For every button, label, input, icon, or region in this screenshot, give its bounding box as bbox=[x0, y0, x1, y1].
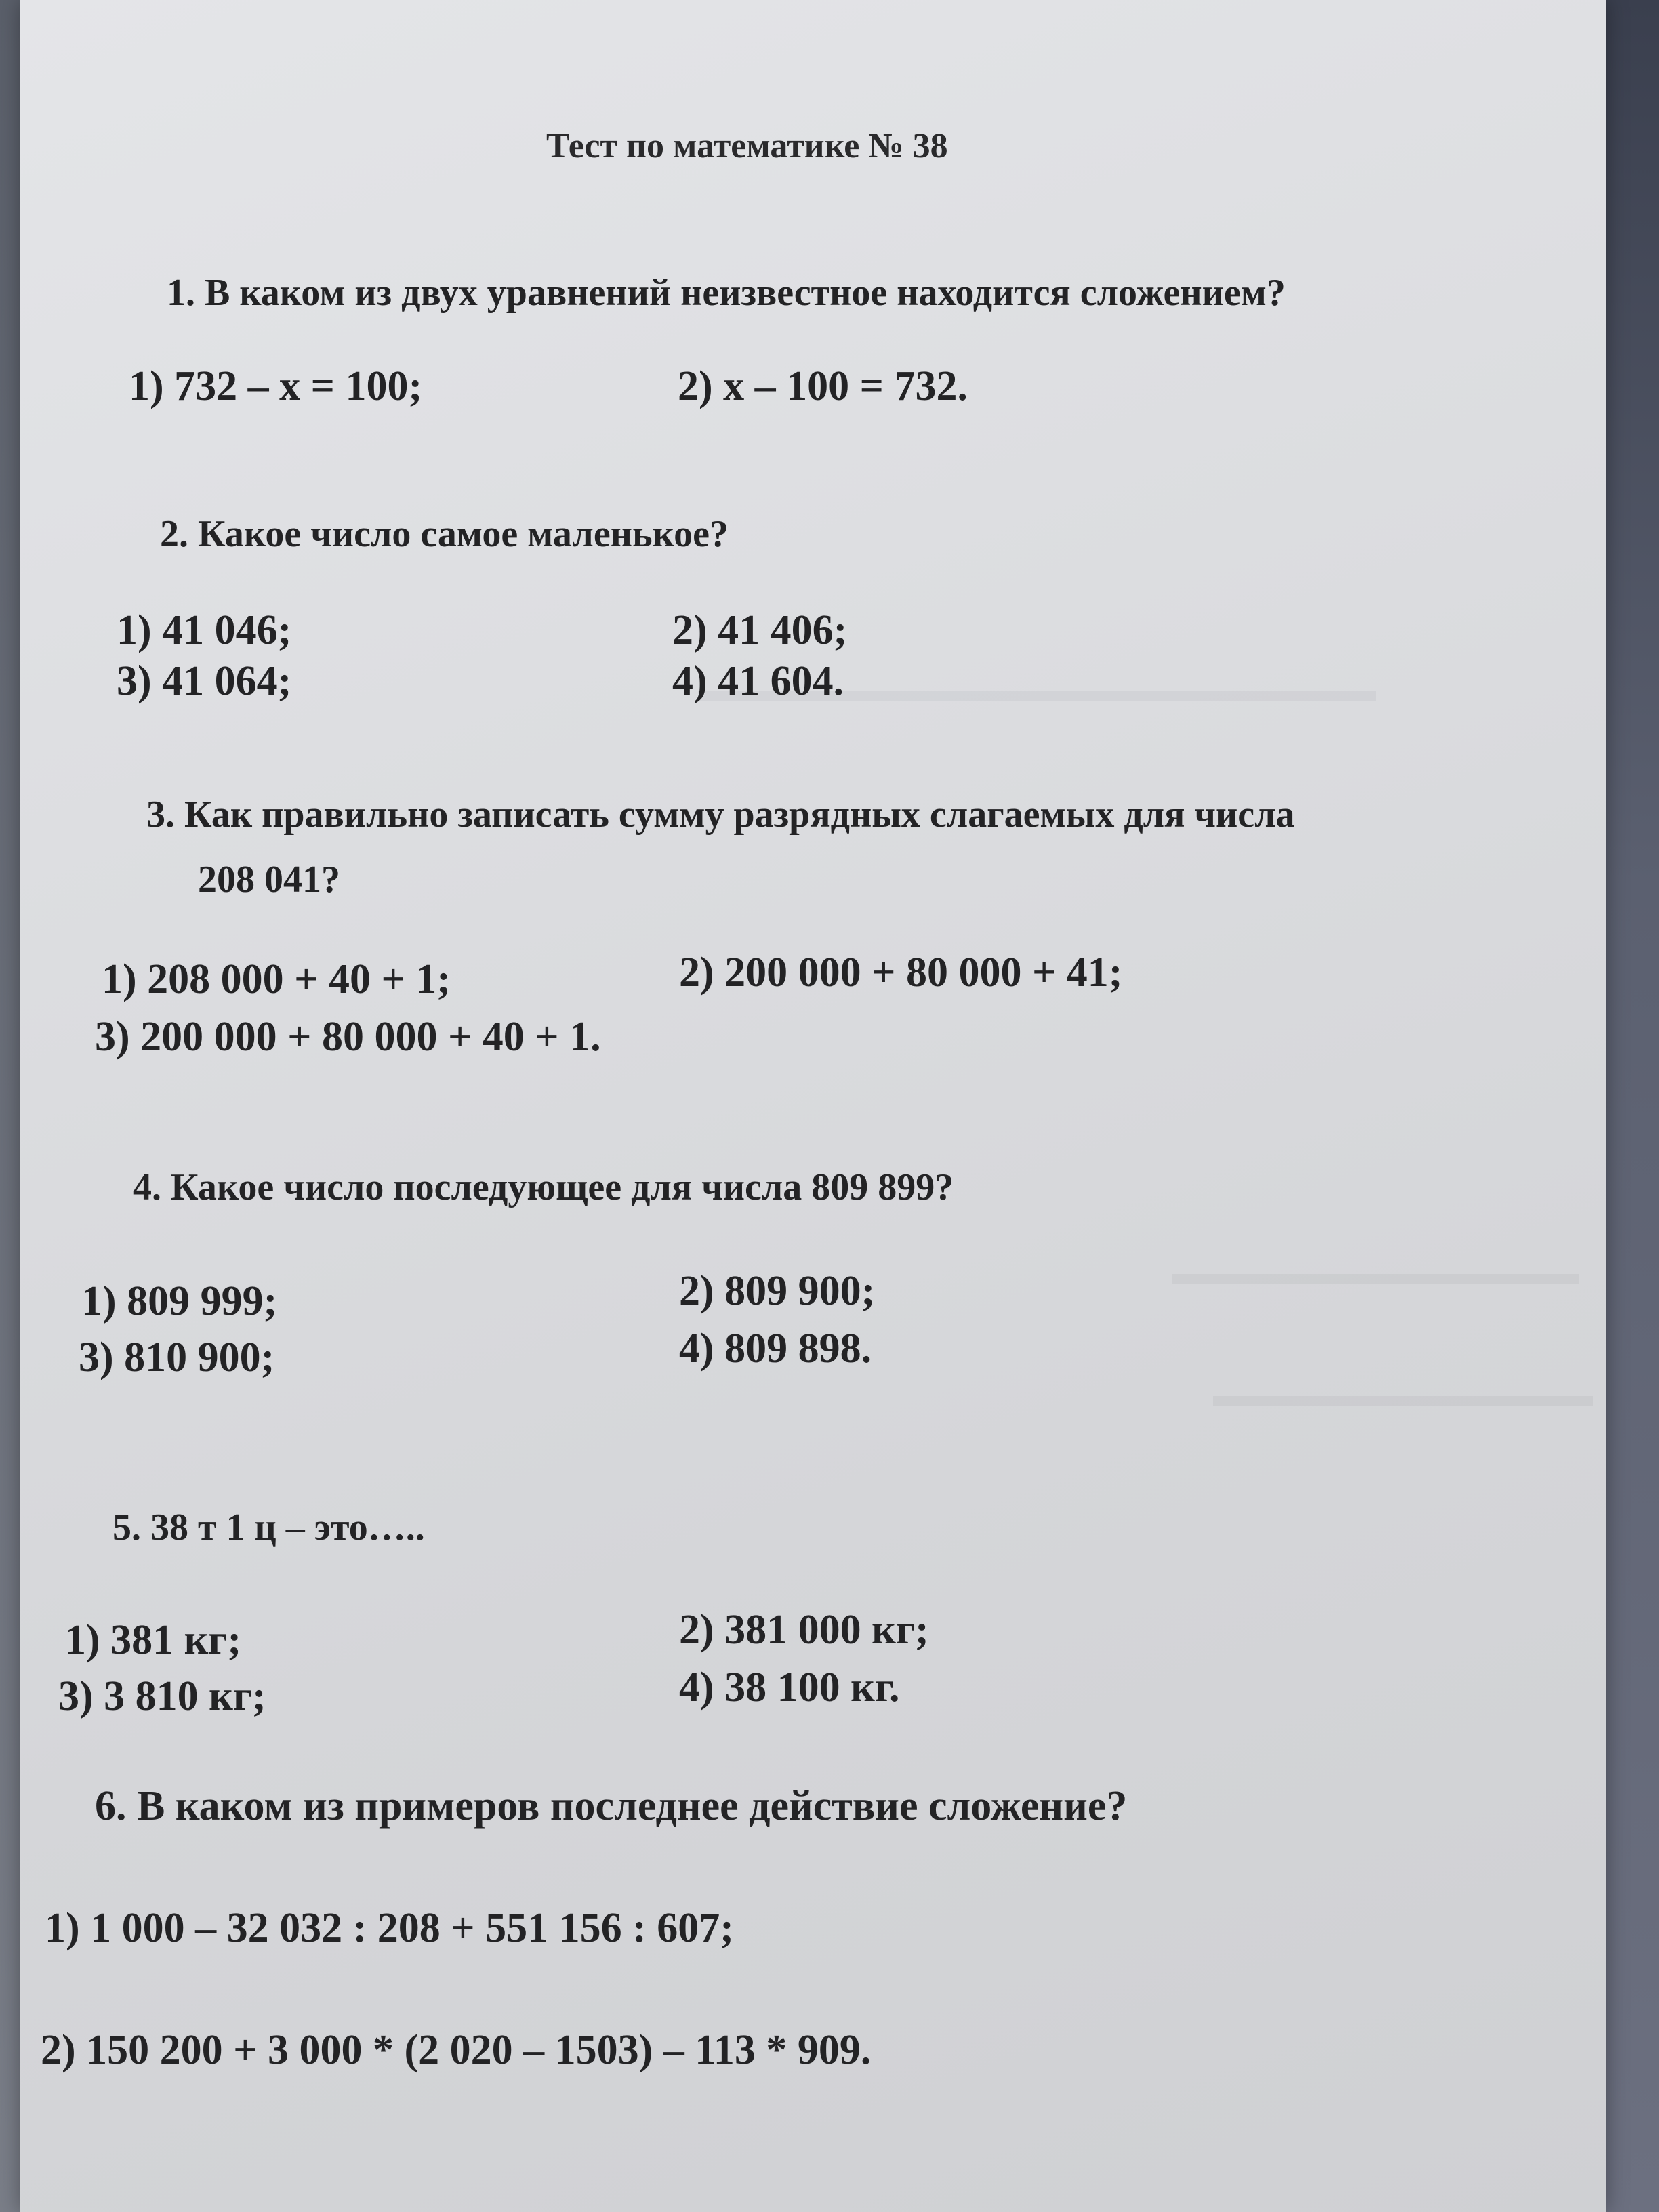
question-6-option-2: 2) 150 200 + 3 000 * (2 020 – 1503) – 113 * 909. bbox=[41, 2027, 872, 2073]
question-5-text: 5. 38 т 1 ц – это….. bbox=[112, 1507, 425, 1549]
test-sheet bbox=[20, 0, 1606, 2212]
show-through-decoration bbox=[1213, 1396, 1593, 1406]
question-4-option-3: 3) 810 900; bbox=[79, 1334, 275, 1380]
page-title: Тест по математике № 38 bbox=[546, 127, 948, 165]
question-2-option-1: 1) 41 046; bbox=[117, 607, 292, 653]
question-3-option-2: 2) 200 000 + 80 000 + 41; bbox=[679, 949, 1123, 996]
question-1-option-2: 2) x – 100 = 732. bbox=[678, 363, 968, 409]
question-5-option-2: 2) 381 000 кг; bbox=[679, 1607, 929, 1653]
question-2-text: 2. Какое число самое маленькое? bbox=[160, 513, 729, 555]
question-4-option-2: 2) 809 900; bbox=[679, 1268, 876, 1314]
question-1-option-1: 1) 732 – x = 100; bbox=[129, 363, 423, 409]
question-6-option-1: 1) 1 000 – 32 032 : 208 + 551 156 : 607; bbox=[45, 1905, 734, 1951]
question-5-option-3: 3) 3 810 кг; bbox=[58, 1673, 266, 1719]
show-through-decoration bbox=[1172, 1274, 1579, 1284]
question-4-option-1: 1) 809 999; bbox=[81, 1278, 278, 1324]
question-2-option-4: 4) 41 604. bbox=[672, 658, 844, 704]
question-2-option-2: 2) 41 406; bbox=[672, 607, 848, 653]
question-3-text-line-2: 208 041? bbox=[198, 859, 340, 901]
question-3-text-line-1: 3. Как правильно записать сумму разрядных слагаемых для числа bbox=[146, 794, 1295, 836]
question-3-option-1: 1) 208 000 + 40 + 1; bbox=[102, 956, 451, 1002]
question-5-option-4: 4) 38 100 кг. bbox=[679, 1664, 900, 1711]
question-6-text: 6. В каком из примеров последнее действие сложение? bbox=[95, 1783, 1128, 1829]
question-4-option-4: 4) 809 898. bbox=[679, 1326, 872, 1372]
question-3-option-3: 3) 200 000 + 80 000 + 40 + 1. bbox=[95, 1014, 601, 1060]
question-4-text: 4. Какое число последующее для числа 809 899? bbox=[133, 1166, 954, 1208]
question-5-option-1: 1) 381 кг; bbox=[65, 1617, 242, 1663]
question-2-option-3: 3) 41 064; bbox=[117, 658, 292, 704]
question-1-text: 1. В каком из двух уравнений неизвестное находится сложением? bbox=[167, 272, 1286, 314]
